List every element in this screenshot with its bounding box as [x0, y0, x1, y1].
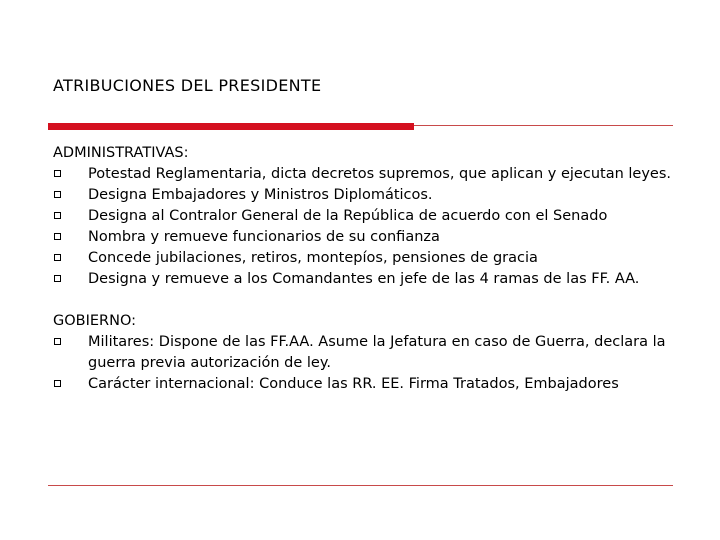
- footer-divider-line: [48, 485, 673, 486]
- hollow-square-bullet-icon: [54, 191, 61, 198]
- hollow-square-bullet-icon: [54, 338, 61, 345]
- list-item-text: Nombra y remueve funcionarios de su confianza: [88, 229, 440, 245]
- slide-title: ATRIBUCIONES DEL PRESIDENTE: [53, 76, 322, 95]
- section-administrativas: [53, 143, 673, 290]
- hollow-square-bullet-icon: [54, 275, 61, 282]
- title-accent-bar: [48, 123, 414, 130]
- hollow-square-bullet-icon: [54, 380, 61, 387]
- list-item-text: Concede jubilaciones, retiros, montepíos, pensiones de gracia: [88, 250, 538, 266]
- list-item: [53, 185, 673, 206]
- list-item-text: Designa y remueve a los Comandantes en jefe de las 4 ramas de las FF. AA.: [88, 271, 640, 287]
- hollow-square-bullet-icon: [54, 170, 61, 177]
- hollow-square-bullet-icon: [54, 212, 61, 219]
- list-item-text: Designa al Contralor General de la República de acuerdo con el Senado: [88, 208, 608, 224]
- list-item: [53, 269, 673, 290]
- list-item: [53, 206, 673, 227]
- list-item-text: Carácter internacional: Conduce las RR. EE. Firma Tratados, Embajadores: [88, 376, 619, 392]
- section-spacer: [53, 290, 673, 311]
- list-item-text: Militares: Dispone de las FF.AA. Asume la Jefatura en caso de Guerra, declara la guerra previa autorización de ley.: [88, 334, 666, 371]
- hollow-square-bullet-icon: [54, 254, 61, 261]
- list-item: [53, 227, 673, 248]
- list-item: [53, 248, 673, 269]
- section-gobierno: [53, 311, 673, 395]
- section-heading: ADMINISTRATIVAS:: [53, 145, 189, 161]
- list-item-text: Potestad Reglamentaria, dicta decretos supremos, que aplican y ejecutan leyes.: [88, 166, 671, 182]
- list-item: [53, 332, 673, 374]
- list-item: [53, 374, 673, 395]
- list-item: [53, 164, 673, 185]
- list-item-text: Designa Embajadores y Ministros Diplomáticos.: [88, 187, 433, 203]
- hollow-square-bullet-icon: [54, 233, 61, 240]
- section-heading: GOBIERNO:: [53, 313, 136, 329]
- slide-body: [53, 143, 673, 395]
